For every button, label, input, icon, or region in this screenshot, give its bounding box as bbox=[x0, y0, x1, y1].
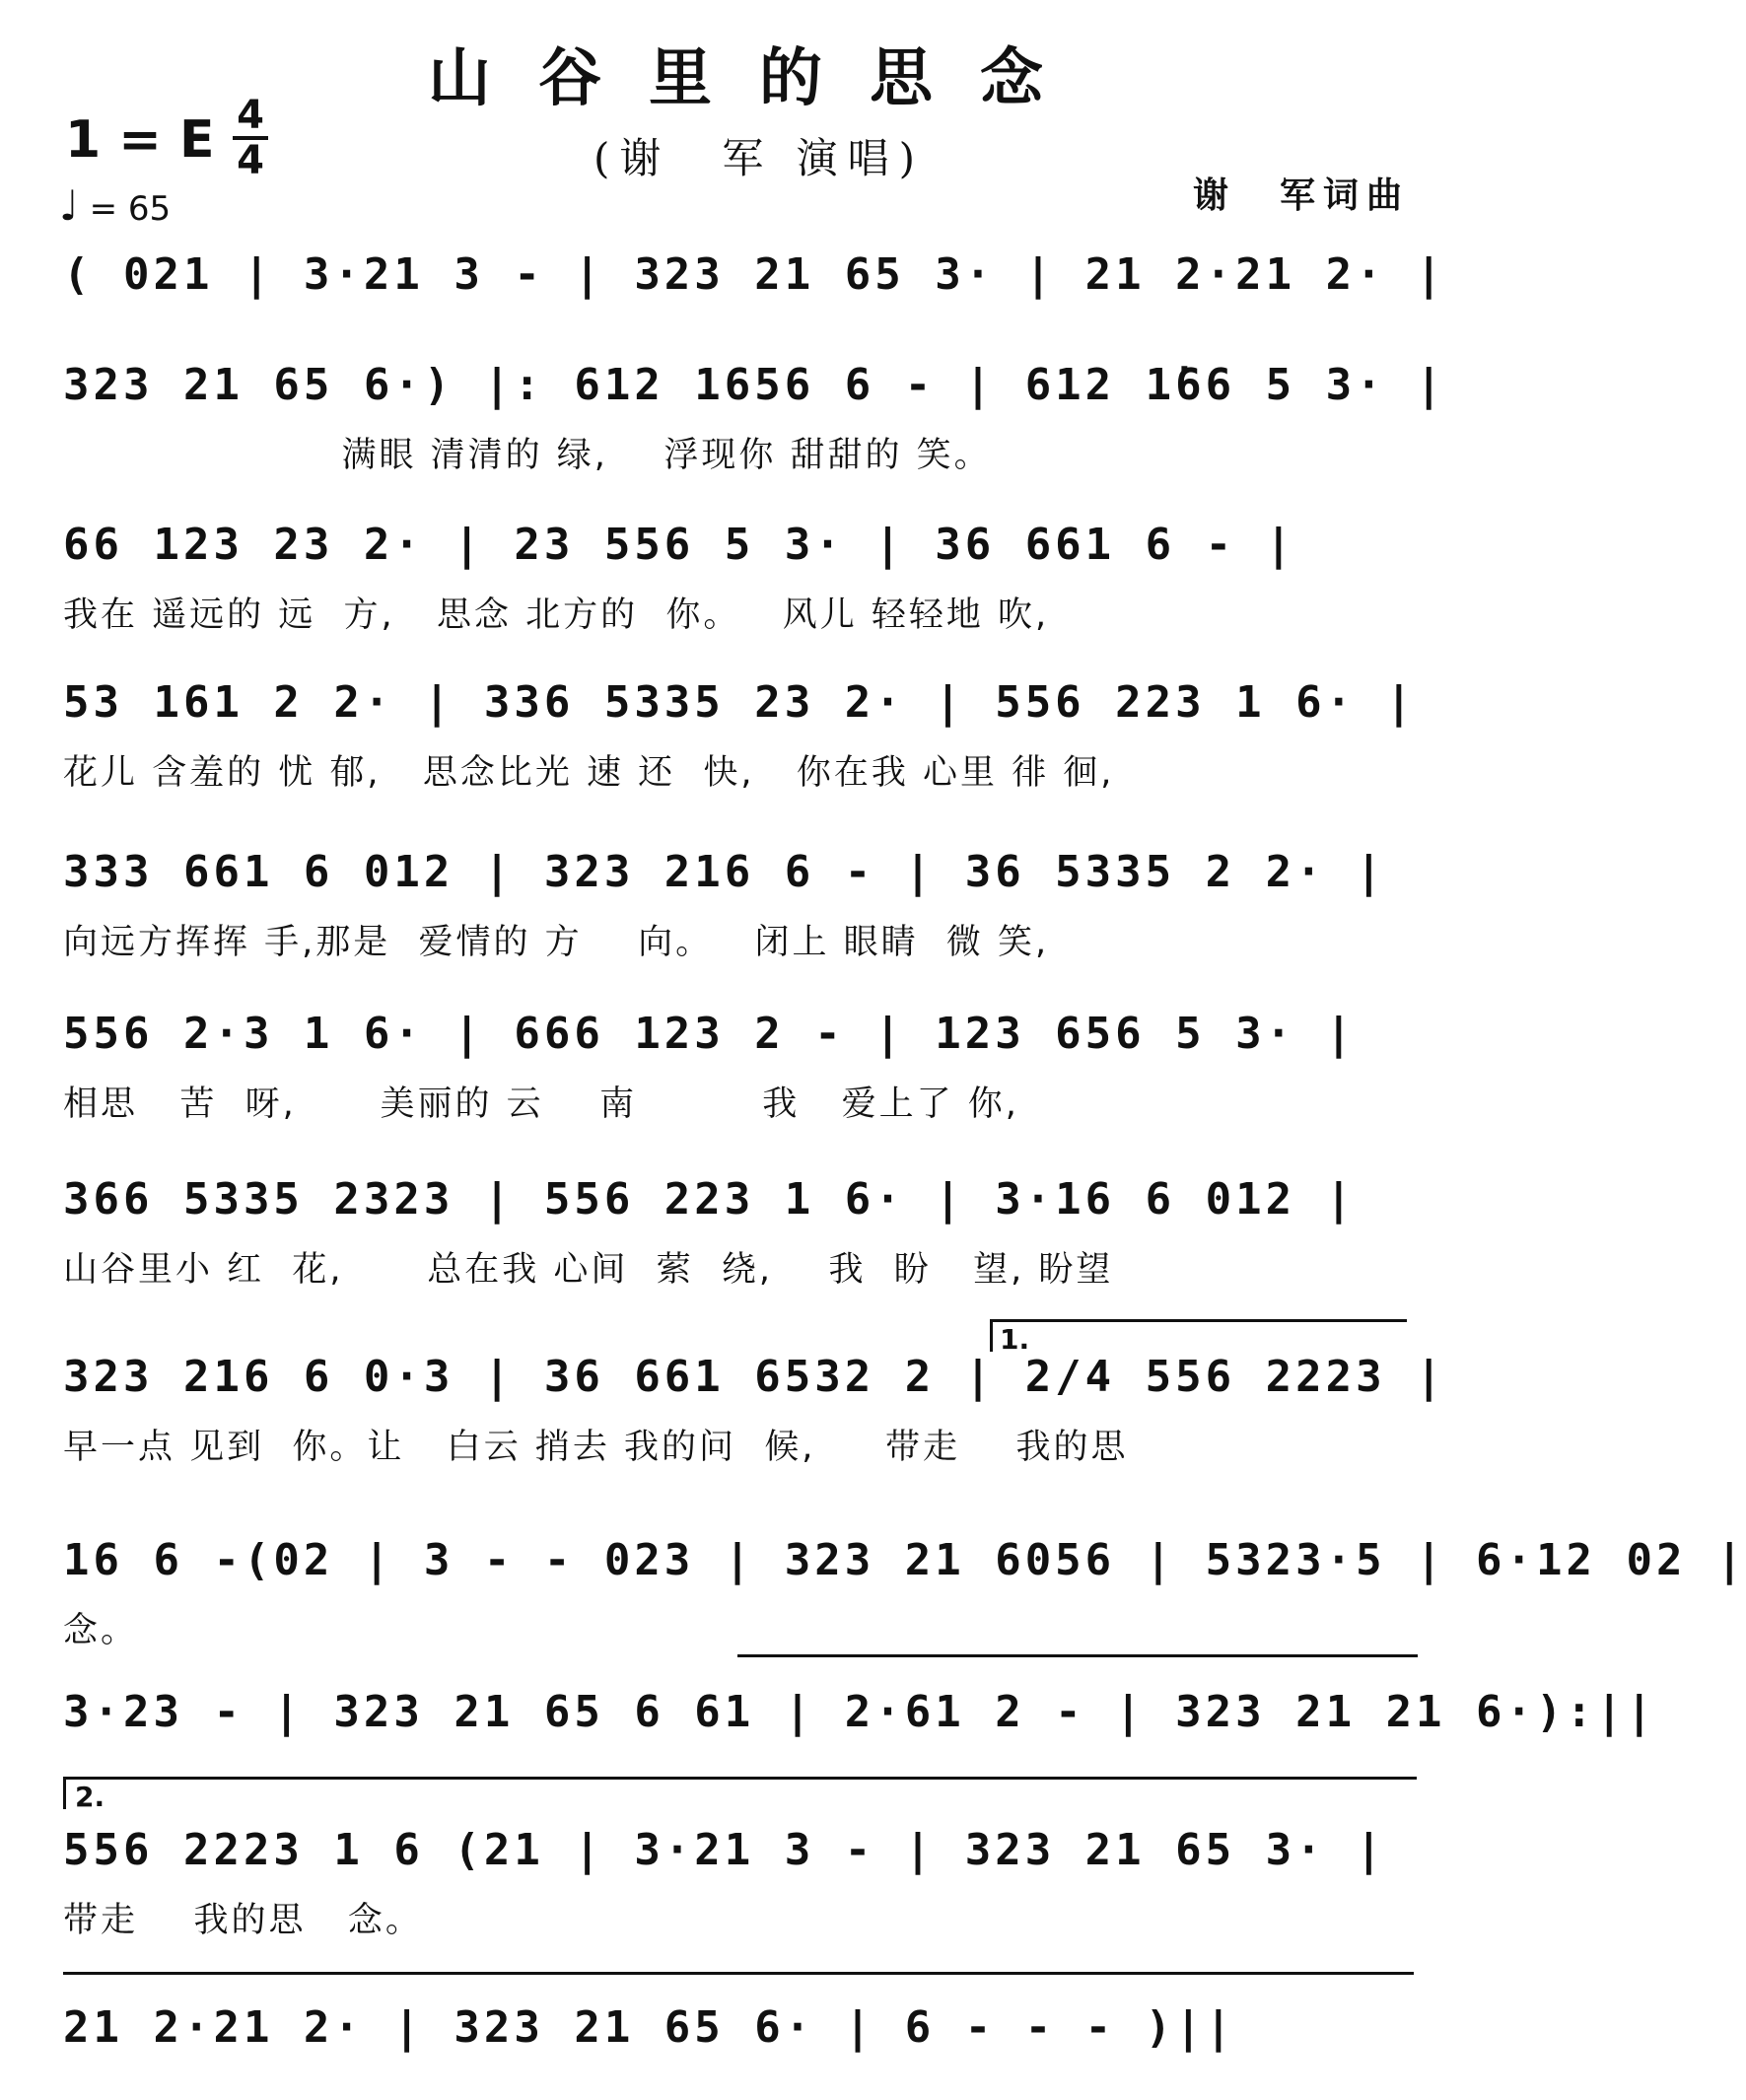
singer-credit: (谢 军 演唱) bbox=[593, 134, 926, 182]
song-title: 山谷里的思念 bbox=[428, 41, 1090, 115]
lyric-line: 相思 苦 呀, 美丽的 云 南 我 爱上了 你, bbox=[63, 1085, 1019, 1124]
volta-1-label: 1. bbox=[1000, 1323, 1030, 1356]
key-signature: 1 = E bbox=[65, 110, 215, 170]
lyric-line: 向远方挥挥 手,那是 爱情的 方 向。 闭上 眼睛 微 笑, bbox=[63, 923, 1050, 962]
volta-2-bracket bbox=[63, 1777, 1417, 1809]
tempo-value: = 65 bbox=[89, 189, 172, 229]
notation-line: 53 161 2 2· | 336 5335 23 2· | 556 223 1 6· | bbox=[63, 677, 1417, 728]
notation-line: 3·23 - | 323 21 65 6 61 | 2·61 2 - | 323 21 21 6·):|| bbox=[63, 1687, 1656, 1737]
notation-line: 556 2·3 1 6· | 666 123 2 - | 123 656 5 3· | bbox=[63, 1009, 1357, 1059]
lyric-line: 满眼 清清的 绿, 浮现你 甜甜的 笑。 bbox=[63, 436, 992, 475]
notation-line: 556 2223 1 6 (21 | 3·21 3 - | 323 21 65 3· | bbox=[63, 1825, 1386, 1875]
notation-line: 323 216 6 0·3 | 36 661 6532 2 | 2/4 556 2223 | bbox=[63, 1352, 1446, 1402]
ending-top-line bbox=[63, 1972, 1414, 1975]
notation-line: 323 21 65 6·) |: 612 1656 6 - | 612 1̇66 5 3· | bbox=[63, 360, 1446, 410]
time-signature-bottom: 4 bbox=[237, 138, 264, 183]
lyric-line: 带走 我的思 念。 bbox=[63, 1901, 423, 1940]
quarter-note-icon: ♩ bbox=[59, 181, 79, 230]
author-credit: 谢 军词曲 bbox=[1192, 175, 1410, 216]
lyric-line: 早一点 见到 你。让 白云 捎去 我的问 候, 带走 我的思 bbox=[63, 1428, 1129, 1467]
volta-2-label: 2. bbox=[75, 1781, 105, 1813]
time-signature-top: 4 bbox=[237, 93, 264, 138]
notation-line: 333 661 6 012 | 323 216 6 - | 36 5335 2 2· | bbox=[63, 847, 1386, 897]
lyric-line: 山谷里小 红 花, 总在我 心间 萦 绕, 我 盼 望, 盼望 bbox=[63, 1250, 1114, 1290]
repeat-extension-line bbox=[737, 1654, 1418, 1657]
notation-line: 21 2·21 2· | 323 21 65 6· | 6 - - - )|| bbox=[63, 2002, 1236, 2053]
tempo-marking bbox=[59, 181, 171, 230]
lyric-line: 念。 bbox=[63, 1611, 139, 1650]
notation-line: 66 123 23 2· | 23 556 5 3· | 36 661 6 - | bbox=[63, 520, 1296, 570]
notation-line: 16 6 -(02 | 3 - - 023 | 323 21 6056 | 5323·5 | 6·12 02 | bbox=[63, 1535, 1746, 1585]
lyric-line: 花儿 含羞的 忧 郁, 思念比光 速 还 快, 你在我 心里 徘 徊, bbox=[63, 753, 1115, 793]
lyric-line: 我在 遥远的 远 方, 思念 北方的 你。 风儿 轻轻地 吹, bbox=[63, 595, 1050, 635]
volta-1-bracket bbox=[990, 1319, 1407, 1352]
time-signature bbox=[229, 95, 272, 181]
notation-line: ( 021 | 3·21 3 - | 323 21 65 3· | 21 2·21 2· | bbox=[63, 249, 1446, 300]
notation-line: 366 5335 2323 | 556 223 1 6· | 3·16 6 012 | bbox=[63, 1174, 1357, 1225]
